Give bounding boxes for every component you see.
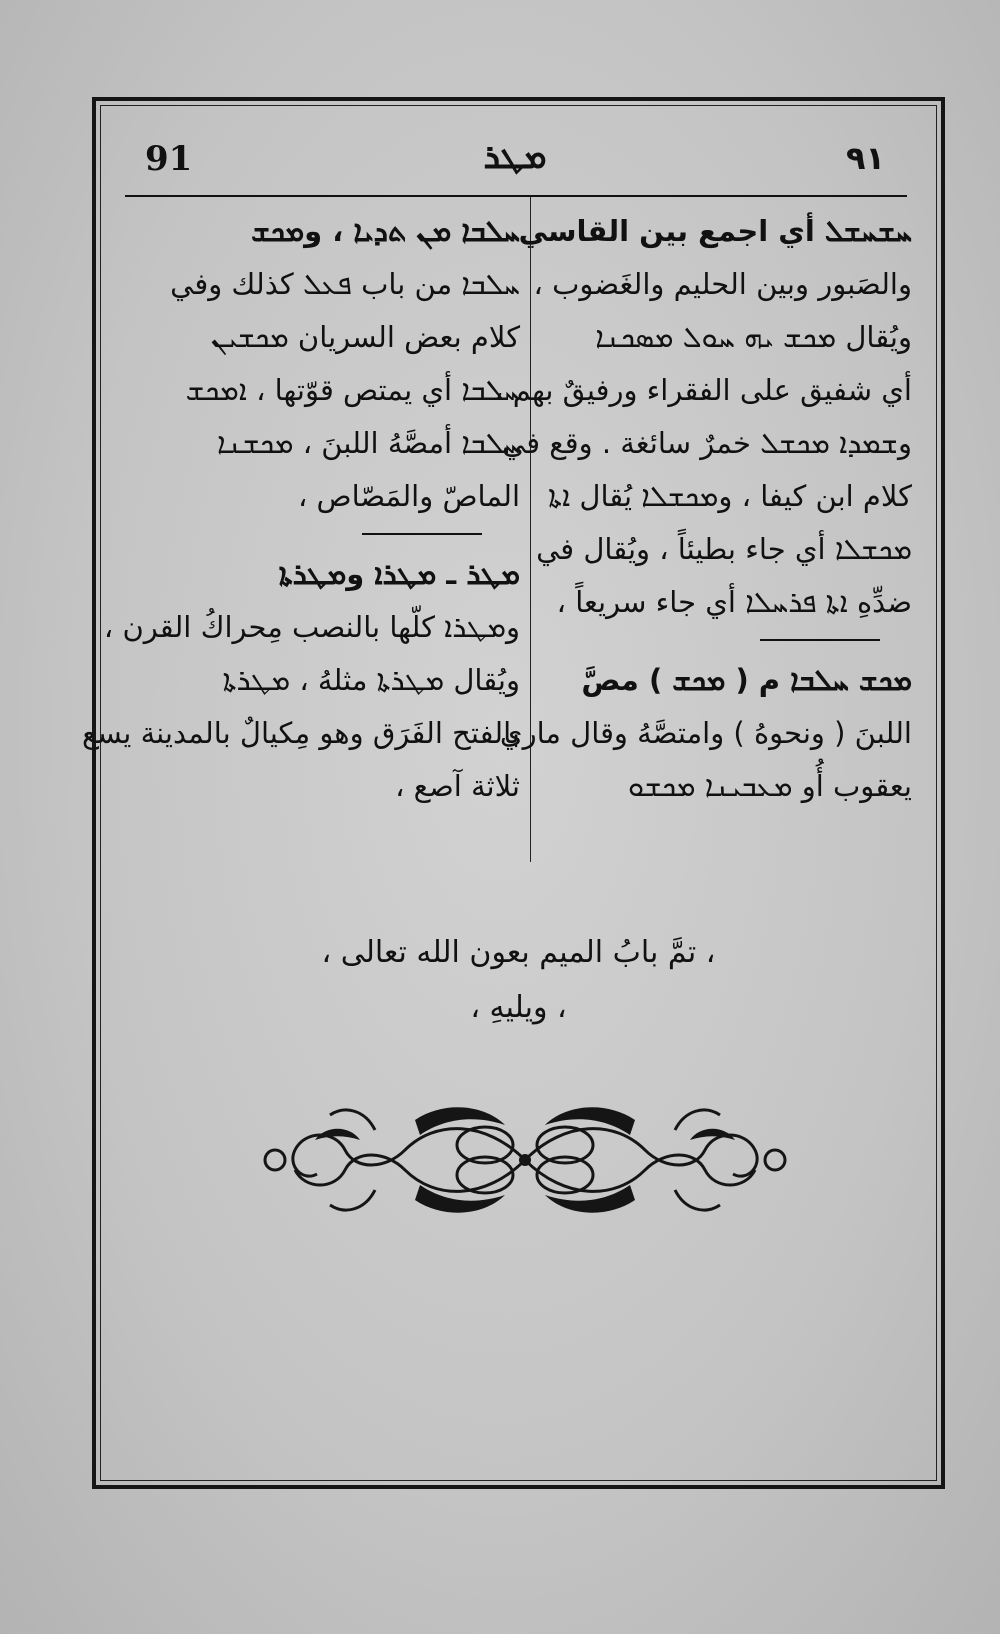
section-rule	[540, 629, 912, 654]
text-line: بالفتح الفَرَق وهو مِكيالٌ بالمدينة يسع	[81, 716, 520, 750]
text-line: الماصّ والمَصّاص ،	[297, 479, 520, 513]
text-line: ܚܠܒܐ أي يمتص قوّتها ، ܐܡܟܫ	[185, 373, 520, 407]
text-line: كلام ابن كيفا ، وܡܟܫܠܐ يُقال ܐܬܐ	[548, 479, 912, 513]
running-head: ܡܛܪ	[483, 137, 547, 177]
text-line: ضدِّهِ ܐܬܐ ܦܪܚܠܐ أي جاء سريعاً ،	[556, 585, 912, 619]
entry-heading: ܡܛܪ ـ ܡܛܪܐ وܡܛܪܬܐ	[278, 557, 520, 591]
text-line: ويُقال ܡܟܫ ܝܗ ܚܘܠ ܡܣܟܢܐ	[595, 320, 912, 354]
section-rule	[128, 523, 520, 548]
continued-line: ، ويليهِ ،	[470, 990, 567, 1025]
entry-heading: ܡܟܫ ܚܠܒܐ م ( ܡܟܫ ) مصَّ	[581, 663, 912, 697]
column-divider	[530, 197, 531, 862]
text-line: أي شفيق على الفقراء ورفيقٌ بهم ،	[494, 373, 912, 407]
page-number-arabic: ٩١	[845, 139, 885, 177]
text-line: ܡܟܫܠܐ أي جاء بطيئاً ، ويُقال في	[536, 532, 912, 566]
decorative-ornament	[255, 1090, 795, 1230]
text-line: ܚܠܒܐ أمصَّهُ اللبنَ ، ܡܟܫܢܐ	[217, 426, 520, 460]
text-line: والصَبور وبين الحليم والغَضوب ،	[533, 267, 912, 301]
text-line: ويُقال ܡܛܪܬܐ مثلهُ ، ܡܛܪܬܐ	[222, 663, 520, 697]
text-line: وܫܡܕܐ ܡܟܫܠ خمرٌ سائغة . وقع في	[502, 426, 912, 460]
text-line: اللبنَ ( ونحوهُ ) وامتصَّهُ وقال ماري	[499, 716, 912, 750]
chapter-end-line: ، تمَّ بابُ الميم بعون الله تعالى ،	[321, 935, 716, 970]
text-line: كلام بعض السريان ܡܟܫܝܢ	[210, 320, 520, 354]
text-line: وܡܛܪܐ كلّها بالنصب مِحراكُ القرن ،	[103, 610, 520, 644]
header-rule	[125, 195, 907, 197]
page-number-latin: 91	[145, 139, 193, 179]
text-line: يعقوب أُو ܡܥܒܝܢܐ ܡܟܫܘ	[627, 769, 912, 803]
text-line: ܚܠܒܐ من باب ܦܥܠ كذلك وفي	[170, 267, 520, 301]
page-header	[125, 135, 905, 185]
left-column	[81, 205, 520, 813]
right-column	[494, 205, 912, 813]
text-line: ثلاثة آصع ،	[395, 769, 520, 803]
text-line: ܚܠܒܐ ܡܢ ܬܕܝܐ ، وܡܟܫ	[251, 214, 520, 248]
text-line: ܚܫܚܫܠ أي اجمع بين القاسي	[518, 214, 912, 248]
